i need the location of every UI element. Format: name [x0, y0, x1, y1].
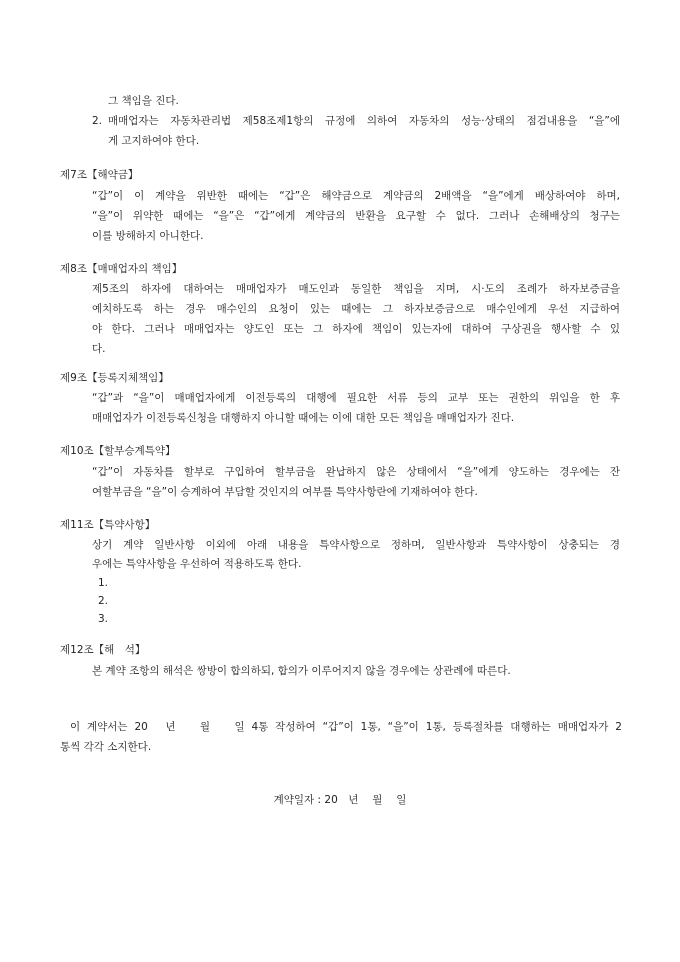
special-term-item-2: 2. — [98, 595, 109, 607]
article-11-line-2: 우에는 특약사항을 우선하여 적용하도록 한다. — [92, 558, 302, 570]
article-8-line-2: 예치하도록 하는 경우 매수인의 요청이 있는 때에는 그 하자보증금으로 매수인에게 우선 지급하여 — [92, 303, 620, 315]
special-term-item-3: 3. — [98, 613, 109, 625]
article-11-title: 제11조【특약사항】 — [60, 519, 156, 531]
article-7-line-3: 이를 방해하지 아니한다. — [92, 230, 204, 242]
article-12-line-1: 본 계약 조항의 해석은 쌍방이 합의하되, 합의가 이루어지지 않을 경우에는 상관례에 따른다. — [92, 665, 511, 677]
article-8-line-3: 야 한다. 그러나 매매업자는 양도인 또는 그 하자에 책임이 있는자에 대하여 구상권을 행사할 수 있 — [92, 323, 620, 335]
item-2-number: 2. — [92, 115, 103, 127]
article-8-title: 제8조【매매업자의 책임】 — [60, 263, 183, 275]
item-2-line-2: 게 고지하여야 한다. — [108, 135, 200, 147]
article-8-line-4: 다. — [92, 343, 106, 355]
intro-continuation: 그 책임을 진다. — [108, 95, 179, 107]
contract-date: 계약일자 : 20 년 월 일 — [273, 794, 407, 806]
article-9-line-2: 매매업자가 이전등록신청을 대행하지 아니할 때에는 이에 대한 모든 책임을 매매업자가 진다. — [92, 412, 515, 424]
article-10-title: 제10조【할부승계특약】 — [60, 445, 176, 457]
closing-line-1: 이 계약서는 20 년 월 일 4통 작성하여 “갑”이 1통, “을”이 1통, 등록절차를 대행하는 매매업자가 2 — [70, 721, 622, 733]
article-7-title: 제7조【해약금】 — [60, 169, 139, 181]
article-8-line-1: 제5조의 하자에 대하여는 매매업자가 매도인과 동일한 책임을 지며, 시·도의 조례가 하자보증금을 — [92, 283, 620, 295]
closing-line-2: 통씩 각각 소지한다. — [60, 741, 152, 753]
special-term-item-1: 1. — [98, 577, 109, 589]
article-11-line-1: 상기 계약 일반사항 이외에 아래 내용을 특약사항으로 정하며, 일반사항과 특약사항이 상충되는 경 — [92, 539, 620, 551]
article-7-line-2: “을”이 위약한 때에는 “을”은 “갑”에게 계약금의 반환을 요구할 수 없다. 그러나 손해배상의 청구는 — [92, 210, 620, 222]
item-2-line-1: 매매업자는 자동차관리법 제58조제1항의 규정에 의하여 자동차의 성능·상태의 점검내용을 “을”에 — [108, 115, 620, 127]
article-7-line-1: “갑”이 이 계약을 위반한 때에는 “갑”은 해약금으로 계약금의 2배액을 “을”에게 배상하여야 하며, — [92, 190, 620, 202]
article-9-title: 제9조【등록지체책임】 — [60, 372, 169, 384]
article-12-title: 제12조【해 석】 — [60, 644, 146, 656]
article-10-line-2: 여할부금을 “을”이 승계하여 부담할 것인지의 여부를 특약사항란에 기재하여야 한다. — [92, 486, 478, 498]
article-9-line-1: “갑”과 “을”이 매매업자에게 이전등록의 대행에 필요한 서류 등의 교부 또는 권한의 위임을 한 후 — [92, 392, 620, 404]
article-10-line-1: “갑”이 자동차를 할부로 구입하여 할부금을 완납하지 않은 상태에서 “을”에게 양도하는 경우에는 잔 — [92, 466, 620, 478]
